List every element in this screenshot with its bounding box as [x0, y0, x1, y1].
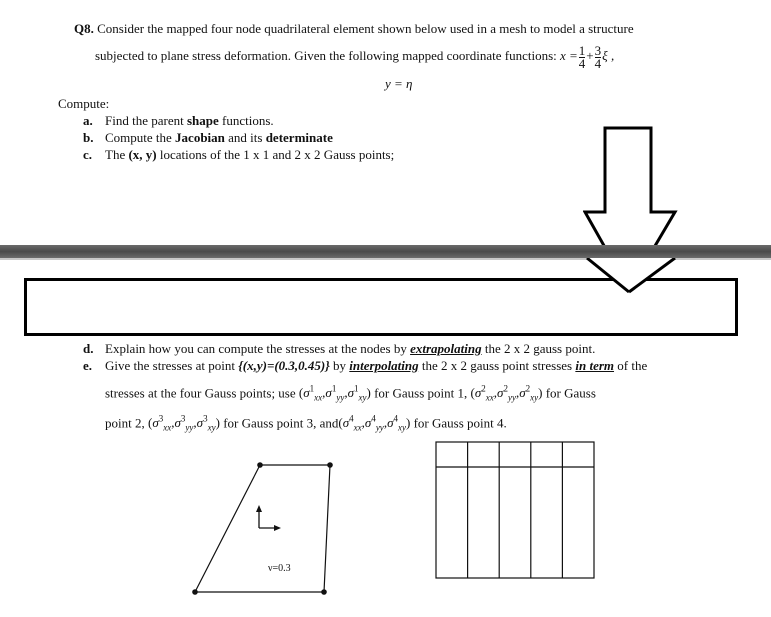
mesh-grid-figure — [435, 441, 597, 581]
plus-sign: + — [586, 48, 594, 63]
fraction-three-quarters: $\frac{3}{4}$ — [594, 42, 602, 71]
separator-bar — [0, 245, 771, 258]
compute-label: Compute: — [58, 96, 110, 111]
y-equation: y = η — [385, 76, 413, 91]
question-line-1 — [74, 21, 634, 37]
node-bottom-right — [321, 589, 327, 595]
question-intro-1: Consider the mapped four node quadrilateral element shown below used in a mesh to model a structure — [97, 21, 634, 36]
quadrilateral-element-figure — [188, 458, 338, 598]
question-number: Q8. — [74, 21, 94, 36]
part-a: a. Find the parent shape functions. — [83, 113, 274, 128]
node-top-right — [327, 462, 333, 468]
part-b: b. Compute the Jacobian and its determinate — [83, 130, 333, 145]
arrow-tip-icon — [585, 258, 677, 294]
sigma-set-gp1: $(\sigma^1_{xx},\sigma^1_{yy},\sigma^1_{xy})$ — [298, 384, 371, 403]
xi-symbol: ξ , — [602, 48, 615, 63]
node-bottom-left — [192, 589, 198, 595]
poisson-ratio-label: ν=0.3 — [268, 563, 291, 574]
question-intro-2: subjected to plane stress deformation. Given the following mapped coordinate functions: — [95, 48, 557, 63]
part-e-line-3: point 2, $(\sigma^3_{xx},\sigma^3_{yy},\sigma^3_{xy})$ for Gauss point 3, $and(\sigma^4_{xx},\sigma^4_{yy},\sigma^4_{xy})$ for Gauss point 4. — [105, 414, 507, 433]
part-c: c. The (x, y) locations of the 1 x 1 and 2 x 2 Gauss points; — [83, 147, 395, 162]
part-d: d. Explain how you can compute the stresses at the nodes by extrapolating the 2 x 2 gauss point. — [83, 341, 596, 356]
mesh-outline — [436, 442, 594, 578]
part-e-line-2: stresses at the four Gauss points; use $(\sigma^1_{xx},\sigma^1_{yy},\sigma^1_{xy})$ for Gauss point 1, $(\sigma^2_{xx},\sigma^2_{yy},\sigma^2_{xy})$ for Gauss — [105, 384, 596, 403]
sigma-set-gp3: $(\sigma^3_{xx},\sigma^3_{yy},\sigma^3_{xy})$ — [147, 414, 220, 433]
question-line-2 — [95, 42, 614, 70]
fraction-one-quarter: $\frac{1}{4}$ — [578, 42, 586, 71]
part-e-line-1: e. Give the stresses at point {(x,y)=(0.3,0.45)} by interpolating the 2 x 2 gauss point stresses in term of the — [83, 358, 648, 373]
x-equation-prefix: x = — [560, 48, 578, 63]
sigma-set-gp2: $(\sigma^2_{xx},\sigma^2_{yy},\sigma^2_{xy})$ — [470, 384, 543, 403]
node-top-left — [257, 462, 263, 468]
sigma-set-gp4: $(\sigma^4_{xx},\sigma^4_{yy},\sigma^4_{xy})$ — [338, 414, 411, 433]
coordinate-axes-icon — [256, 505, 281, 531]
